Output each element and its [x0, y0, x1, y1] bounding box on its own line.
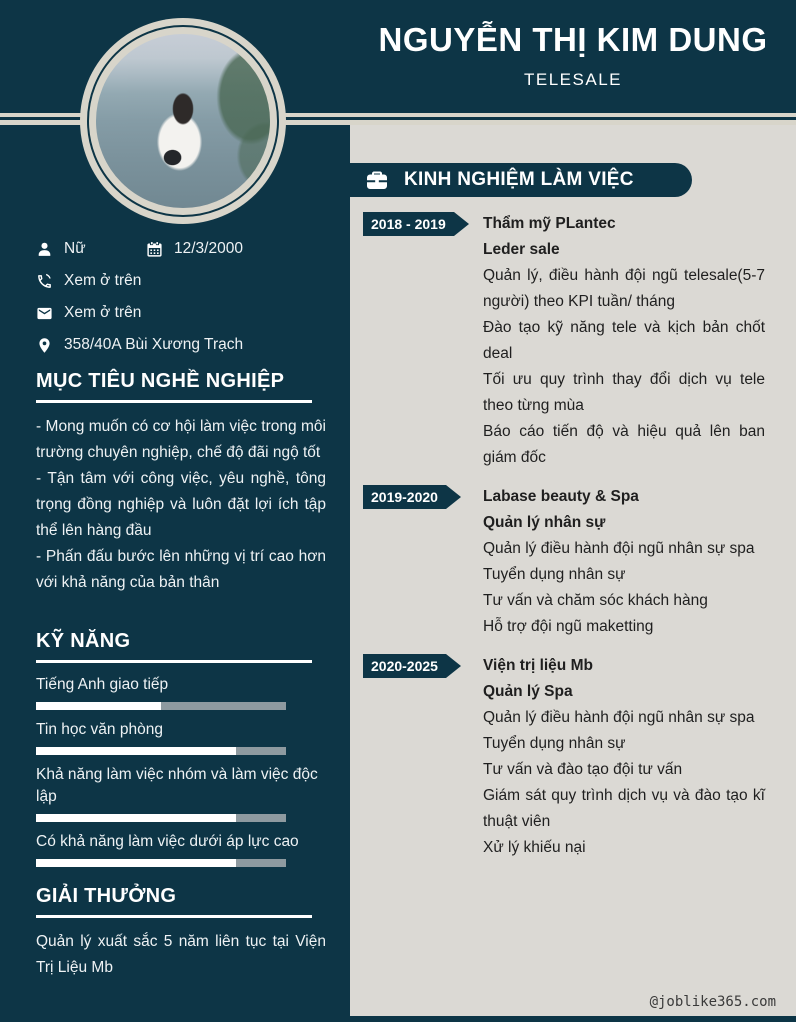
skill-bar-fill [36, 747, 236, 755]
skill-bar-track [36, 814, 286, 822]
duty-item: Quản lý, điều hành đội ngũ telesale(5-7 người) theo KPI tuần/ tháng [483, 267, 765, 310]
email-icon [36, 305, 53, 322]
duty-item: Tuyển dụng nhân sự [483, 566, 626, 583]
company-name: Thẩm mỹ PLantec [483, 215, 616, 232]
skill-bar-track [36, 747, 286, 755]
duty-item: Đào tạo kỹ năng tele và kịch bản chốt deal [483, 319, 765, 362]
contact-row-email [36, 297, 326, 329]
contact-row-address [36, 329, 326, 361]
entry-date-column [350, 653, 483, 861]
skills-heading: KỸ NĂNG [36, 630, 131, 652]
skill-bar-fill [36, 814, 236, 822]
award-text-wrap [36, 929, 326, 981]
experience-entry [350, 484, 796, 640]
briefcase-icon [365, 168, 389, 192]
section-rule [36, 660, 312, 663]
experience-header [350, 163, 692, 197]
company-name: Viện trị liệu Mb [483, 657, 593, 674]
experience-list [350, 211, 796, 874]
profile-photo [96, 34, 270, 208]
duty-item: Giám sát quy trình dịch vụ và đào tạo kĩ thuật viên [483, 787, 765, 830]
period-badge: 2018 - 2019 [363, 212, 454, 236]
objective-item: - Tận tâm với công việc, yêu nghề, tông trọng đồng nghiệp và luôn đặt lợi ích tập thể lên hàng đầu [36, 470, 326, 539]
contact-row-gender-dob [36, 233, 326, 265]
dob-value: 12/3/2000 [174, 240, 243, 257]
award-text: Quản lý xuất sắc 5 năm liên tục tại Viện Trị Liệu Mb [36, 933, 326, 976]
skill-bar-fill [36, 859, 236, 867]
skills-section [36, 630, 326, 867]
duty-item: Hỗ trợ đội ngũ maketting [483, 618, 654, 635]
company-name: Labase beauty & Spa [483, 488, 639, 505]
skill-item [36, 719, 326, 755]
period-badge: 2019-2020 [363, 485, 446, 509]
duty-item: Báo cáo tiến độ và hiệu quả lên ban giám đốc [483, 423, 765, 466]
candidate-name: NGUYỄN THỊ KIM DUNG [378, 21, 768, 58]
skill-label: Tin học văn phòng [36, 721, 163, 738]
objective-heading: MỤC TIÊU NGHỀ NGHIỆP [36, 370, 285, 392]
gender-value: Nữ [64, 240, 86, 257]
calendar-icon [146, 241, 163, 258]
contact-row-phone [36, 265, 326, 297]
skill-bar-fill [36, 702, 161, 710]
skill-item [36, 674, 326, 710]
duty-item: Tối ưu quy trình thay đổi dịch vụ tele theo từng mùa [483, 371, 765, 414]
role-title: Quản lý nhân sự [483, 514, 606, 531]
objective-item: - Phấn đấu bước lên những vị trí cao hơn với khả năng của bản thân [36, 548, 326, 591]
location-icon [36, 337, 53, 354]
entry-date-column [350, 484, 483, 640]
user-icon [36, 241, 53, 258]
awards-section [36, 885, 326, 981]
duty-item: Tư vấn và đào tạo đội tư vấn [483, 761, 683, 778]
address-value: 358/40A Bùi Xương Trạch [64, 336, 244, 353]
duty-item: Quản lý điều hành đội ngũ nhân sự spa [483, 540, 755, 557]
duty-item: Quản lý điều hành đội ngũ nhân sự spa [483, 709, 755, 726]
awards-heading: GIẢI THƯỞNG [36, 885, 177, 907]
period-badge: 2020-2025 [363, 654, 446, 678]
objective-section [36, 370, 326, 596]
duty-item: Tuyển dụng nhân sự [483, 735, 626, 752]
skill-label: Khả năng làm việc nhóm và làm việc độc lập [36, 766, 318, 805]
objective-item: - Mong muốn có cơ hội làm việc trong môi trường chuyên nghiệp, chế độ đãi ngộ tốt [36, 418, 326, 461]
skill-label: Tiếng Anh giao tiếp [36, 676, 169, 693]
header [350, 0, 796, 90]
entry-date-column [350, 211, 483, 471]
entry-body [483, 211, 765, 471]
bottom-strip [0, 1016, 796, 1022]
phone-icon [36, 273, 53, 290]
email-value: Xem ở trên [64, 304, 142, 321]
skill-item [36, 831, 326, 867]
skill-bar-track [36, 702, 286, 710]
skill-item [36, 764, 326, 822]
entry-body [483, 653, 765, 861]
role-title: Leder sale [483, 241, 560, 258]
contact-section [36, 233, 326, 361]
watermark: @joblike365.com [649, 994, 776, 1010]
experience-entry [350, 653, 796, 861]
objective-text [36, 414, 326, 596]
candidate-title: TELESALE [524, 70, 622, 89]
section-rule [36, 915, 312, 918]
experience-entry [350, 211, 796, 471]
profile-photo-frame [80, 18, 286, 224]
entry-body [483, 484, 765, 640]
experience-heading: KINH NGHIỆM LÀM VIỆC [404, 169, 634, 190]
skill-bar-track [36, 859, 286, 867]
duty-item: Tư vấn và chăm sóc khách hàng [483, 592, 708, 609]
sidebar [36, 233, 326, 981]
section-rule [36, 400, 312, 403]
role-title: Quản lý Spa [483, 683, 573, 700]
phone-value: Xem ở trên [64, 272, 142, 289]
skill-label: Có khả năng làm việc dưới áp lực cao [36, 833, 299, 850]
duty-item: Xử lý khiếu nại [483, 839, 586, 856]
